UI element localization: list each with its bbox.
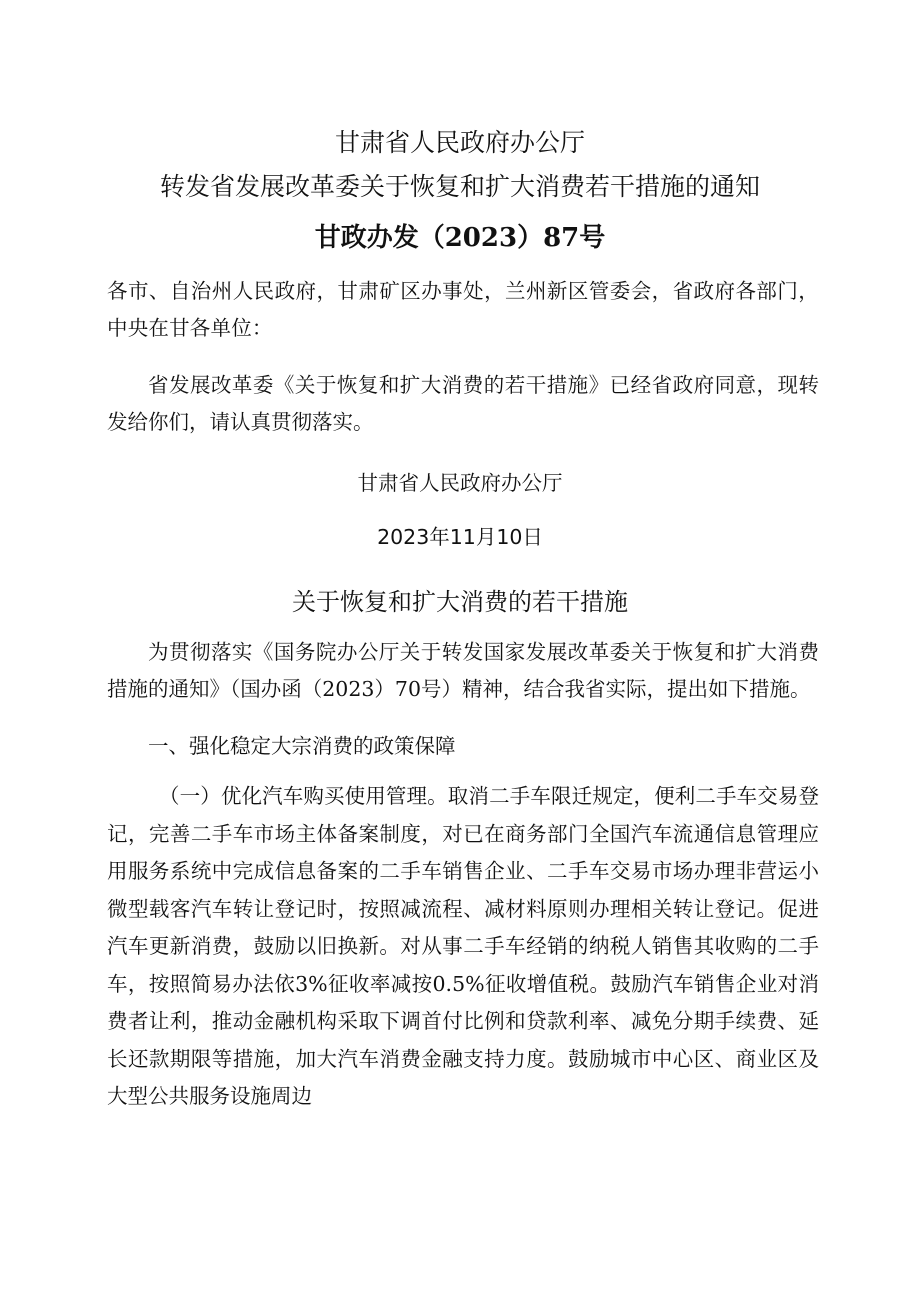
forward-paragraph: 省发展改革委《关于恢复和扩大消费的若干措施》已经省政府同意，现转发给你们，请认真贯彻落实。 xyxy=(107,373,819,434)
document-title-issuer: 甘肃省人民政府办公厅 xyxy=(334,128,585,157)
section-heading: 一、强化稳定大宗消费的政策保障 xyxy=(148,734,456,758)
recipients-paragraph: 各市、自治州人民政府，甘肃矿区办事处，兰州新区管委会，省政府各部门，中央在甘各单位： xyxy=(107,279,819,340)
signature-organization: 甘肃省人民政府办公厅 xyxy=(357,471,563,495)
item-paragraph: （一）优化汽车购买使用管理。取消二手车限迁规定，便利二手车交易登记，完善二手车市场主体备案制度，对已在商务部门全国汽车流通信息管理应用服务系统中完成信息备案的二手车销售企业、二手车交易市场办理非营运小微型载客汽车转让登记时，按照减流程、减材料原则办理相关转让登记。促进汽车更新消费，鼓励以旧换新。对从事二手车经销的纳税人销售其收购的二手车，按照简易办法依3%征收率减按0.5%征收增值税。鼓励汽车销售企业对消费者让利，推动金融机构采取下调首付比例和贷款利率、减免分期手续费、延长还款期限等措施，加大汽车消费金融支持力度。鼓励城市中心区、商业区及大型公共服务设施周边 xyxy=(107,784,819,1108)
signature-date: 2023年11月10日 xyxy=(377,525,543,549)
document-number: 甘政办发（2023）87号 xyxy=(314,223,606,253)
measures-title: 关于恢复和扩大消费的若干措施 xyxy=(292,588,628,616)
document-title-subject: 转发省发展改革委关于恢复和扩大消费若干措施的通知 xyxy=(159,172,760,201)
intro-paragraph: 为贯彻落实《国务院办公厅关于转发国家发展改革委关于恢复和扩大消费措施的通知》（国办函（2023）70号）精神，结合我省实际，提出如下措施。 xyxy=(107,640,819,701)
